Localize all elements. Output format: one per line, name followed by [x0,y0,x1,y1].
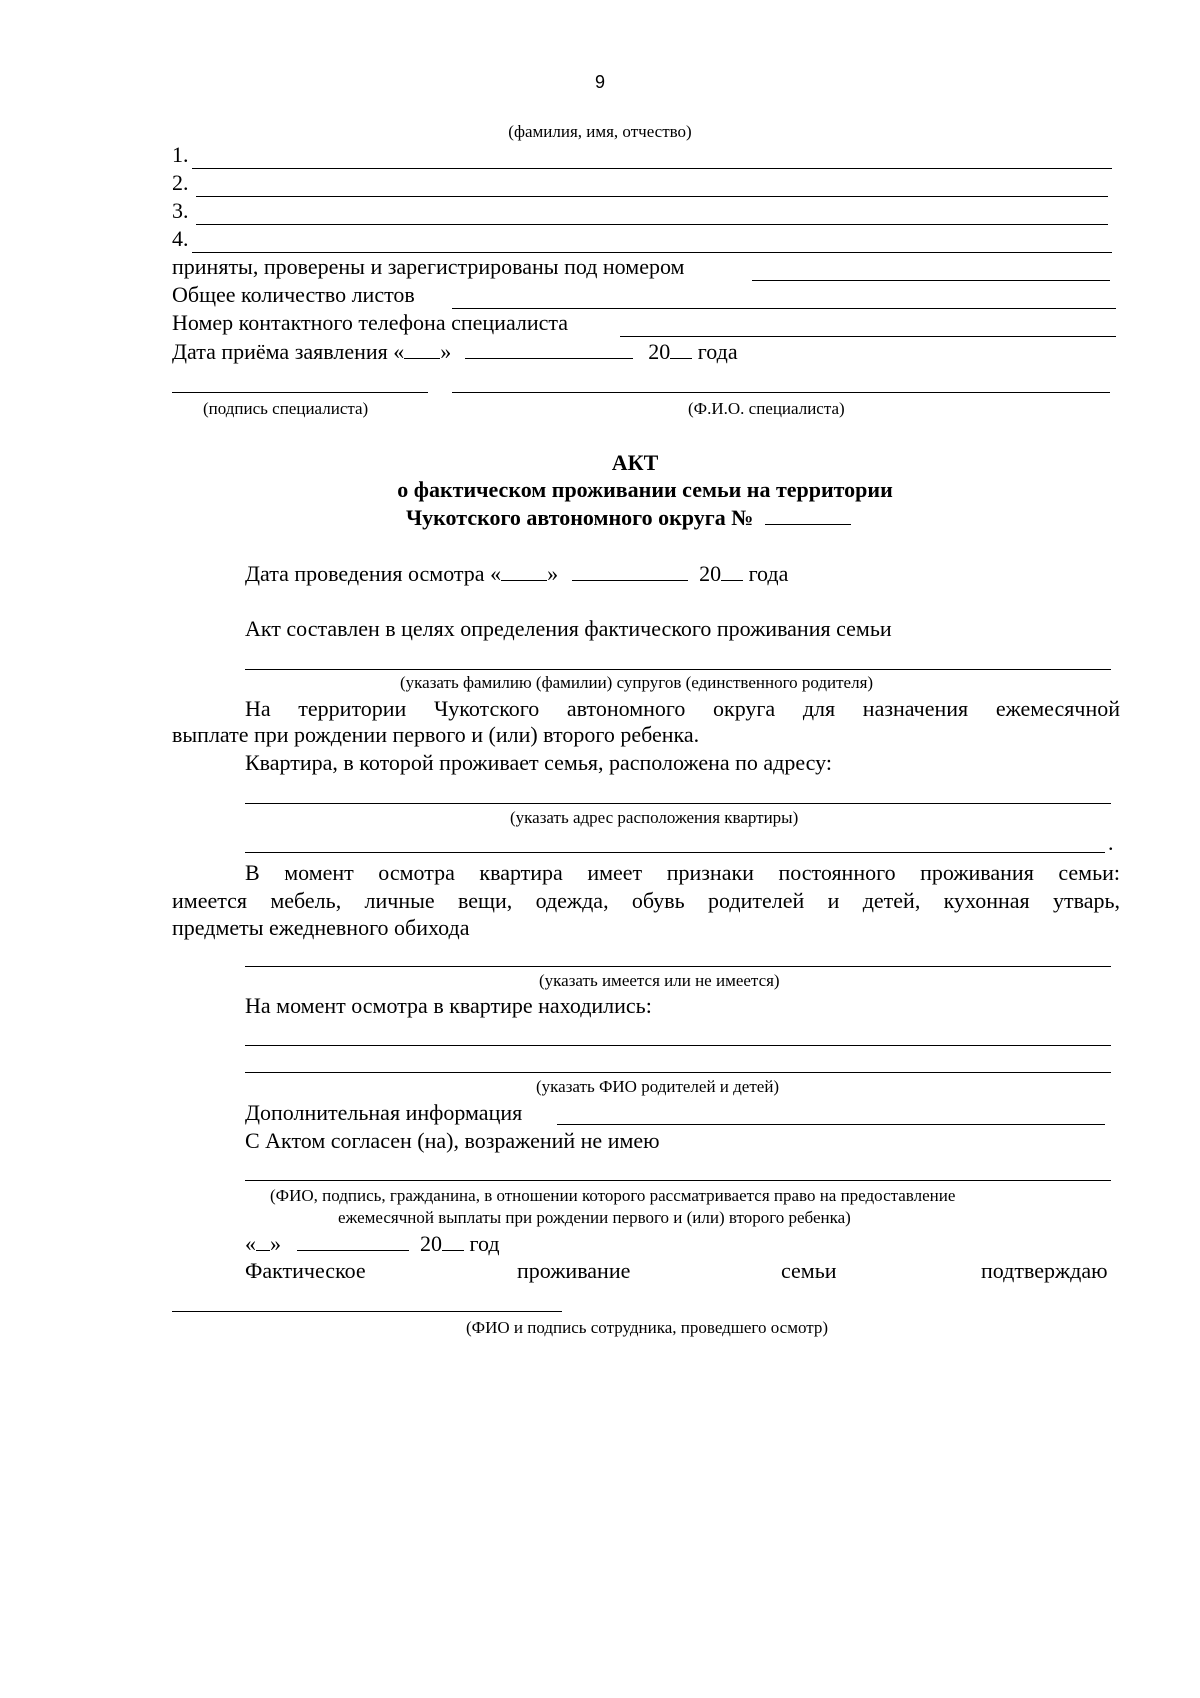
registration-label: приняты, проверены и зарегистрированы под номером [172,254,685,279]
extra-info-label: Дополнительная информация [245,1100,523,1125]
numbered-item-2: 2. [172,170,189,195]
numbered-item-1: 1. [172,142,189,167]
specialist-fio-line[interactable] [452,392,1110,393]
inspection-date-label: Дата проведения осмотра « [245,561,502,586]
confirm-word-4: подтверждаю [981,1258,1108,1283]
registration-number-field[interactable] [752,280,1110,281]
persons-field-2[interactable] [245,1072,1111,1073]
persons-field-1[interactable] [245,1045,1111,1046]
citizen-caption-1: (ФИО, подпись, гражданина, в отношении которого рассматривается право на предоставление [270,1186,956,1205]
address-caption: (указать адрес расположения квартиры) [510,808,799,827]
signs-line-1: В момент осмотра квартира имеет признаки постоянного проживания семьи: [245,860,1120,885]
present-text: На момент осмотра в квартире находились: [245,993,652,1018]
specialist-fio-caption: (Ф.И.О. специалиста) [688,399,845,418]
phone-label: Номер контактного телефона специалиста [172,310,569,335]
application-year-prefix: 20 [648,339,671,364]
act-subtitle-1: о фактическом проживании семьи на территории [397,477,893,502]
specialist-signature-caption: (подпись специалиста) [203,399,369,418]
act-subtitle-2 [406,504,851,531]
numbered-line-2[interactable] [196,196,1108,197]
purpose-text: Акт составлен в целях определения фактического проживания семьи [245,616,892,641]
application-month-field[interactable] [465,338,633,359]
numbered-item-3: 3. [172,198,189,223]
numbered-item-4: 4. [172,226,189,251]
inspection-year-prefix: 20 [699,561,722,586]
application-day-field[interactable] [404,338,440,359]
sheets-field[interactable] [452,308,1116,309]
phone-field[interactable] [620,336,1116,337]
citizen-sign-field[interactable] [245,1180,1111,1181]
confirm-word-1: Фактическое [245,1258,366,1283]
application-date-label: Дата приёма заявления « [172,339,405,364]
final-day-field[interactable] [256,1230,270,1251]
final-year-word: год [469,1231,500,1256]
sheets-label: Общее количество листов [172,282,415,307]
inspection-date-line [245,560,788,587]
signs-line-2: имеется мебель, личные вещи, одежда, обувь родителей и детей, кухонная утварь, [172,888,1120,913]
act-title: АКТ [611,450,659,475]
inspection-year-word: года [748,561,789,586]
spouse-caption: (указать фамилию (фамилии) супругов (единственного родителя) [400,673,874,692]
address-end-dot: . [1108,830,1114,855]
application-year-word: года [697,339,738,364]
address-field[interactable] [245,803,1111,804]
final-month-field[interactable] [297,1230,409,1251]
has-caption: (указать имеется или не имеется) [539,971,780,990]
confirm-word-3: семьи [781,1258,837,1283]
agree-text: С Актом согласен (на), возражений не имею [245,1128,660,1153]
inspection-day-field[interactable] [501,560,547,581]
page-number: 9 [594,72,605,92]
apartment-text: Квартира, в которой проживает семья, расположена по адресу: [245,750,832,775]
final-date-open: « [245,1231,256,1256]
application-year-field[interactable] [670,338,692,359]
final-year-prefix: 20 [420,1231,442,1256]
territory-line-1: На территории Чукотского автономного округа для назначения ежемесячной [245,696,1120,721]
inspection-year-field[interactable] [721,560,743,581]
inspection-date-quote: » [547,561,559,586]
employee-caption: (ФИО и подпись сотрудника, проведшего осмотр) [466,1318,829,1337]
address-field-2[interactable] [245,852,1105,853]
final-date-line [245,1230,500,1257]
specialist-signature-line[interactable] [172,392,428,393]
numbered-line-4[interactable] [192,252,1112,253]
extra-info-field[interactable] [557,1124,1105,1125]
numbered-line-3[interactable] [196,224,1108,225]
application-date-line [172,338,738,365]
confirm-word-2: проживание [517,1258,631,1283]
fio-caption: (фамилия, имя, отчество) [508,122,692,141]
persons-caption: (указать ФИО родителей и детей) [536,1077,780,1096]
inspection-month-field[interactable] [572,560,688,581]
final-date-close: » [270,1231,281,1256]
territory-line-2: выплате при рождении первого и (или) второго ребенка. [172,722,700,747]
signs-line-3: предметы ежедневного обихода [172,915,470,940]
application-date-quote: » [440,339,452,364]
final-year-field[interactable] [442,1230,464,1251]
spouse-field[interactable] [245,669,1111,670]
citizen-caption-2: ежемесячной выплаты при рождении первого и (или) второго ребенка) [338,1208,851,1227]
has-field[interactable] [245,966,1111,967]
act-number-field[interactable] [765,504,851,525]
act-subtitle-2-text: Чукотского автономного округа № [406,505,754,530]
employee-sign-field[interactable] [172,1311,562,1312]
numbered-line-1[interactable] [192,168,1112,169]
